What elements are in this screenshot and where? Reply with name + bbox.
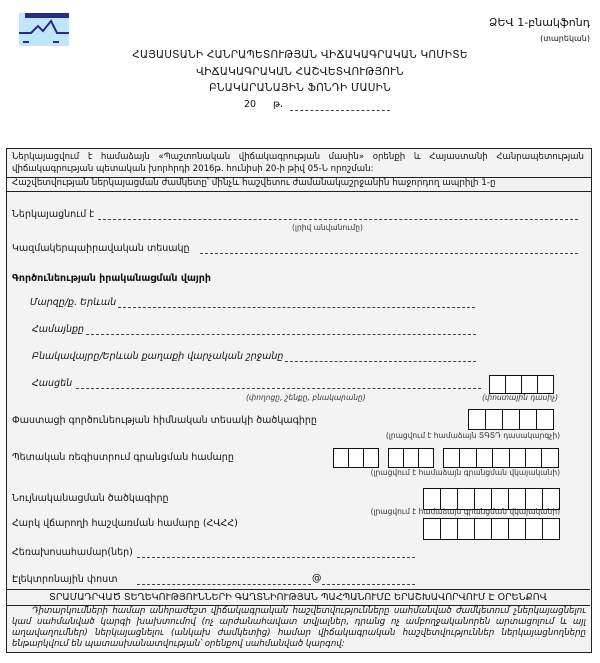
tin-label: Հարկ վճարողի հաշվառման համարը (ՀՎՀՀ) <box>12 518 238 529</box>
identification-code-label: Նույնականացման ծածկագիրը <box>12 493 169 504</box>
year-field[interactable] <box>290 110 390 111</box>
postal-code-cells[interactable] <box>489 375 554 394</box>
digit-cell[interactable] <box>489 375 506 394</box>
digit-cell[interactable] <box>404 448 419 468</box>
legal-form-field[interactable] <box>200 253 578 254</box>
confidentiality-notice: ՏՐԱՄԱԴՐՎԱԾ ՏԵՂԵԿՈՒԹՅՈՒՆՆԵՐԻ ԳԱՂՏՆԻՈՒԹՅԱՆ ՊԱՀՊԱՆՈՒՄԸ ԵՐԱՇԽԱՎՈՐՎՈՒՄ Է ՕՐԵՆՔՈՎ <box>6 589 590 606</box>
digit-cell[interactable] <box>538 375 554 394</box>
submitted-by-label: Ներկայացնում է <box>12 209 95 220</box>
digit-cell[interactable] <box>441 518 458 540</box>
digit-cell[interactable] <box>458 518 475 540</box>
digit-cell[interactable] <box>510 448 526 468</box>
phone-label: Հեռախոսահամար(ներ) <box>12 547 133 558</box>
title-line-2: ՎԻՃԱԿԱԳՐԱԿԱՆ ՀԱՇՎԵՏՎՈՒԹՅՈՒՆ <box>196 66 404 78</box>
submitted-by-field[interactable] <box>98 219 578 220</box>
digit-cell[interactable] <box>522 375 538 394</box>
address-label: Հասցեն <box>32 378 73 389</box>
digit-cell[interactable] <box>423 518 441 540</box>
digit-cell[interactable] <box>468 409 486 430</box>
activity-code-label: Փաստացի գործունեության հիմնական տեսակի ծածկագիրը <box>12 415 317 426</box>
email-label: Էլեկտրոնային փոստ <box>12 574 118 585</box>
postal-hint: (փոստային դասիչ) <box>482 393 559 402</box>
digit-cell[interactable] <box>526 518 543 540</box>
digit-cell[interactable] <box>542 448 558 468</box>
form-code: ՁԵՎ 1-բնակֆոնդ <box>489 16 590 29</box>
email-domain-field[interactable] <box>322 584 415 585</box>
digit-cell[interactable] <box>537 409 554 430</box>
title-line-1: ՀԱՅԱՍՏԱՆԻ ՀԱՆՐԱՊԵՏՈՒԹՅԱՆ ՎԻՃԱԿԱԳՐԱԿԱՆ ԿՈՄԻՏԵ <box>132 49 468 61</box>
state-register-label: Պետական ռեգիստրում գրանցման համարը <box>12 452 234 463</box>
community-field[interactable] <box>86 334 476 335</box>
submitted-by-hint: (լրիվ անվանումը) <box>292 223 363 232</box>
region-label: Մարզը/ք. Երևան <box>30 297 117 308</box>
identification-hint: (լրացվում է համաձայն գրանցման վկայականի) <box>370 507 560 516</box>
digit-cell[interactable] <box>388 448 404 468</box>
email-user-field[interactable] <box>137 584 311 585</box>
liability-notice: Դիտարկումների համար անհրաժեշտ վիճակագրական հաշվետվությունները սահմանված ժամկետում չներկայացնելու կամ սահմանված կարգի խախտումով (ոչ արժանահավատ տվյալներ, դրանց ոչ ամբողջականորեն արտացոլում և այլ աղավաղումներ) ներկայացնելու (անկախ ժամկետից) համար վիճակագրական հաշվետվություններ ներկայացնողները ենթարկվում են պատասխանատվության՝ օրենքով սահմանված կարգով: <box>12 606 586 649</box>
digit-cell[interactable] <box>460 448 476 468</box>
year-suffix: թ. <box>273 99 284 110</box>
digit-cell[interactable] <box>477 448 493 468</box>
digit-cell[interactable] <box>349 448 364 468</box>
legal-basis: Ներկայացվում է համաձայն «Պաշտոնական վիճակագրության մասին» օրենքի և Հայաստանի Հանրապետության վիճակագրության պետական խորհրդի 2016թ. հունիսի 20-ի թիվ 05-Ն որոշման: <box>12 152 584 174</box>
digit-cell[interactable] <box>526 448 542 468</box>
region-field[interactable] <box>118 307 475 308</box>
phone-field[interactable] <box>137 557 415 558</box>
settlement-field[interactable] <box>285 361 476 362</box>
year-prefix: 20 <box>244 99 257 110</box>
periodicity: (տարեկան) <box>540 34 590 43</box>
deadline: Հաշվետվության ներկայացման ժամկետը՝ մինչև հաշվետու ժամանակաշրջանին հաջորդող ապրիլի 1-ը <box>12 178 496 188</box>
digit-cell[interactable] <box>506 375 522 394</box>
digit-cell[interactable] <box>364 448 379 468</box>
digit-cell[interactable] <box>486 409 503 430</box>
address-field[interactable] <box>76 388 481 389</box>
logo-icon <box>19 13 69 46</box>
register-hint: (լրացվում է համաձայն գրանցման վկայականի) <box>370 468 560 477</box>
digit-cell[interactable] <box>419 448 434 468</box>
register-cells-1[interactable] <box>333 448 379 468</box>
register-cells-2[interactable] <box>388 448 434 468</box>
legal-form-label: Կազմակերպաիրավական տեսակը <box>12 243 190 254</box>
community-label: Համայնքը <box>32 324 85 335</box>
digit-cell[interactable] <box>492 518 509 540</box>
digit-cell[interactable] <box>333 448 349 468</box>
settlement-label: Բնակավայրը/Երևան քաղաքի վարչական շրջանը <box>32 351 284 362</box>
deadline-row <box>7 177 591 192</box>
tin-cells[interactable] <box>423 518 560 540</box>
digit-cell[interactable] <box>443 448 460 468</box>
location-heading: Գործունեության իրականացման վայրի <box>12 273 211 284</box>
digit-cell[interactable] <box>493 448 509 468</box>
legal-basis-row <box>7 149 591 178</box>
register-cells-3[interactable] <box>443 448 559 468</box>
digit-cell[interactable] <box>475 518 492 540</box>
digit-cell[interactable] <box>543 518 560 540</box>
digit-cell[interactable] <box>520 409 537 430</box>
address-hint: (փողոցը, շենքը, բնակարանը) <box>246 393 366 402</box>
digit-cell[interactable] <box>509 518 526 540</box>
title-line-3: ԲՆԱԿԱՐԱՆԱՅԻՆ ՖՈՆԴԻ ՄԱՍԻՆ <box>209 82 391 94</box>
activity-code-cells[interactable] <box>468 409 554 430</box>
activity-hint: (լրացվում է համաձայն ՏԳՏԴ դասակարգչի) <box>385 431 560 440</box>
digit-cell[interactable] <box>503 409 520 430</box>
email-at: @ <box>312 573 322 584</box>
